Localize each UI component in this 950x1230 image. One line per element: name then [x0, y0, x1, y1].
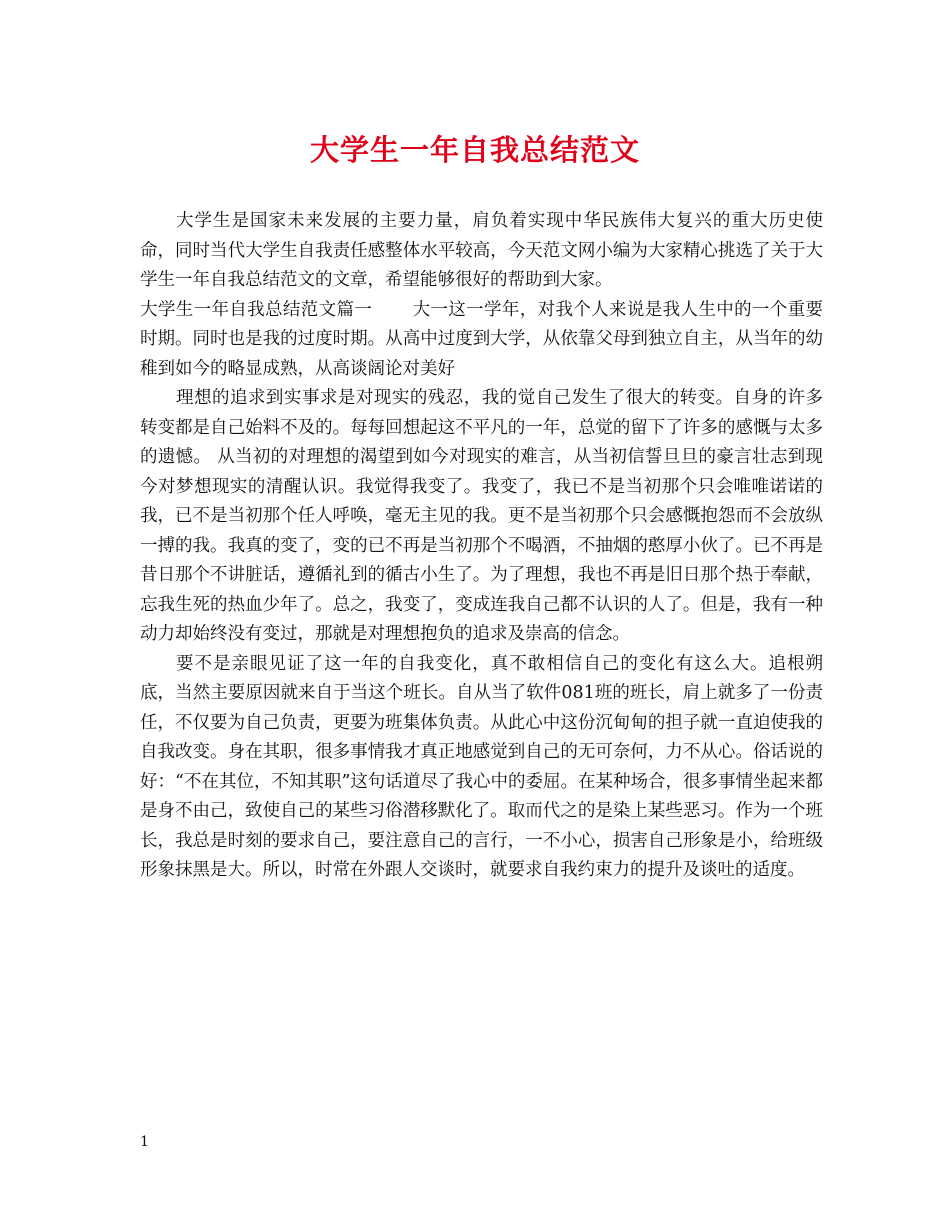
- intro-paragraph: 大学生是国家未来发展的主要力量，肩负着实现中华民族伟大复兴的重大历史使命，同时当代大学生自我责任感整体水平较高，今天范文网小编为大家精心挑选了关于大学生一年自我总结范文的文章，希望能够很好的帮助到大家。: [140, 211, 823, 290]
- section-paragraph: [140, 296, 823, 385]
- body-paragraph-3: 要不是亲眼见证了这一年的自我变化，真不敢相信自己的变化有这么大。追根朔底，当然主要原因就来自于当这个班长。自从当了软件081班的班长，肩上就多了一份责任，不仅要为自己负责，更要为班集体负责。从此心中这份沉甸甸的担子就一直迫使我的自我改变。身在其职，很多事情我才真正地感觉到自己的无可奈何，力不从心。俗话说的好：“不在其位，不知其职”这句话道尽了我心中的委屈。在某种场合，很多事情坐起来都是身不由己，致使自己的某些习俗潜移默化了。取而代之的是染上某些恶习。作为一个班长，我总是时刻的要求自己，要注意自己的言行，一不小心，损害自己形象是小，给班级形象抹黑是大。所以，时常在外跟人交谈时，就要求自我约束力的提升及谈吐的适度。: [140, 653, 823, 880]
- section-start-text: 大一这一学年，对我个人来说是我人生中的一个重要时期。同时也是我的过度时期。从高中过度到大学，从依靠父母到独立自主，从当年的幼稚到如今的略显成熟，从高谈阔论对美好: [140, 299, 824, 379]
- document-title: 大学生一年自我总结范文: [309, 133, 640, 167]
- page-number: 1: [140, 1134, 149, 1150]
- body-paragraph-2: 理想的追求到实事求是对现实的残忍，我的觉自己发生了很大的转变。自身的许多转变都是自己始料不及的。每每回想起这不平凡的一年，总觉的留下了许多的感慨与太多的遗憾。 从当初的对理想的渴望到如今对现实的难言，从当初信誓旦旦的豪言壮志到现今对梦想现实的清醒认识。我觉得我变了。我变了，我已不是当初那个只会唯唯诺诺的我，已不是当初那个任人呼唤，毫无主见的我。更不是当初那个只会感慨抱怨而不会放纵一搏的我。我真的变了，变的已不再是当初那个不喝酒，不抽烟的憨厚小伙了。已不再是昔日那个不讲脏话，遵循礼到的循古小生了。为了理想，我也不再是旧日那个热于奉献，忘我生死的热血少年了。总之，我变了，变成连我自己都不认识的人了。但是，我有一种动力却始终没有变过，那就是对理想抱负的追求及崇高的信念。: [140, 388, 823, 644]
- document-body: [140, 207, 823, 886]
- section-heading: 大学生一年自我总结范文篇一: [140, 299, 373, 320]
